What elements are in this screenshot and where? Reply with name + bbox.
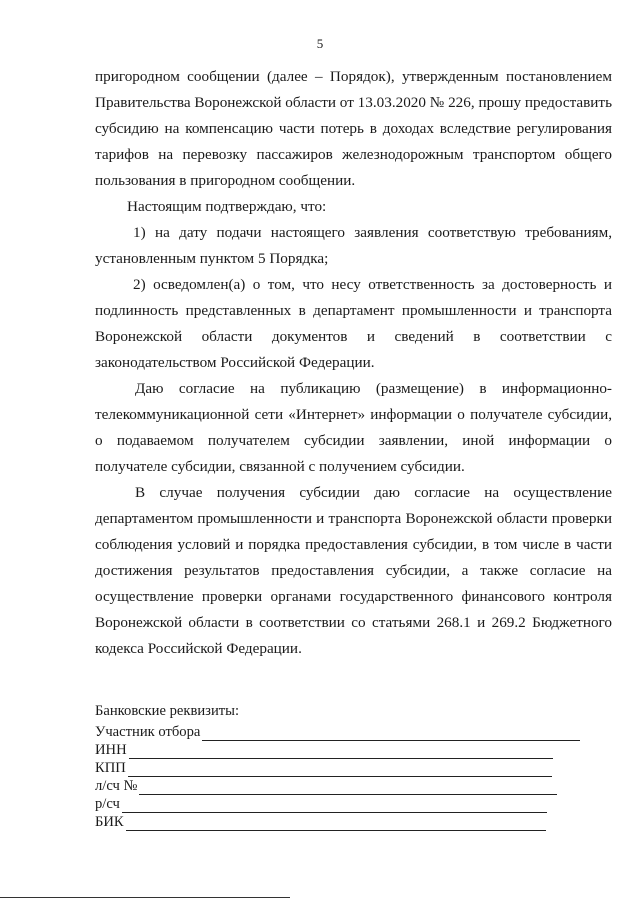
participant-label: Участник отбора xyxy=(95,724,201,740)
text-line: В случае получения субсидии даю согласие на осуществление xyxy=(135,484,612,501)
settlement-account-label: р/сч xyxy=(95,796,120,812)
kpp-blank-line[interactable] xyxy=(128,763,552,777)
text-line: Воронежской области в соответствии со статьями 268.1 и 269.2 Бюджетного xyxy=(95,614,612,631)
text-line: кодекса Российской Федерации. xyxy=(95,640,302,657)
inn-field xyxy=(95,741,595,759)
text-line: соблюдения условий и порядка предоставления субсидии, в том числе в части xyxy=(95,536,612,553)
paragraph-inspection-consent xyxy=(95,480,612,662)
text-line: достижения результатов предоставления субсидии, а также согласие на xyxy=(95,562,612,579)
bik-label: БИК xyxy=(95,814,124,830)
page-number: 5 xyxy=(316,36,324,51)
text-line: пригородном сообщении (далее – Порядок), утвержденным постановлением xyxy=(95,68,612,85)
bank-details-block xyxy=(95,702,595,831)
text-line: осуществление проверки органами государственного финансового контроля xyxy=(95,588,612,605)
text-line: 2) осведомлен(а) о том, что несу ответственность за достоверность и xyxy=(133,276,612,293)
kpp-field xyxy=(95,759,595,777)
text-line: тарифов на перевозку пассажиров железнодорожным транспортом общего xyxy=(95,146,612,163)
text-line: департаментом промышленности и транспорта Воронежской области проверки xyxy=(95,510,612,527)
participant-field xyxy=(95,723,595,741)
text-line: о подаваемом получателем субсидии заявлении, иной информации о xyxy=(95,432,612,449)
text-line: Правительства Воронежской области от 13.03.2020 № 226, прошу предоставить xyxy=(95,94,612,111)
paragraph-confirm xyxy=(95,194,612,220)
text-line: подлинность представленных в департамент промышленности и транспорта xyxy=(95,302,612,319)
bank-details-title: Банковские реквизиты: xyxy=(95,703,239,719)
text-line: установленным пунктом 5 Порядка; xyxy=(95,250,329,267)
paragraph-item-2 xyxy=(95,272,612,376)
bik-blank-line[interactable] xyxy=(126,817,546,831)
text-line: субсидию на компенсацию части потерь в доходах вследствие регулирования xyxy=(95,120,612,137)
text-line: получателе субсидии, связанной с получением субсидии. xyxy=(95,458,465,475)
text-line: законодательством Российской Федерации. xyxy=(95,354,375,371)
text-line: 1) на дату подачи настоящего заявления соответствую требованиям, xyxy=(133,224,612,241)
bik-field xyxy=(95,813,595,831)
settlement-account-field xyxy=(95,795,595,813)
inn-label: ИНН xyxy=(95,742,127,758)
personal-account-blank-line[interactable] xyxy=(139,781,557,795)
text-line: телекоммуникационной сети «Интернет» информации о получателе субсидии, xyxy=(95,406,612,423)
inn-blank-line[interactable] xyxy=(129,745,553,759)
text-line: Даю согласие на публикацию (размещение) в информационно- xyxy=(135,380,612,397)
text-line: Настоящим подтверждаю, что: xyxy=(127,198,327,215)
document-body xyxy=(95,64,612,662)
participant-blank-line[interactable] xyxy=(202,727,580,741)
paragraph-publication-consent xyxy=(95,376,612,480)
settlement-account-blank-line[interactable] xyxy=(122,799,547,813)
paragraph-request xyxy=(95,64,612,194)
personal-account-label: л/сч № xyxy=(95,778,138,794)
personal-account-field xyxy=(95,777,595,795)
text-line: пользования в пригородном сообщении. xyxy=(95,172,356,189)
text-line: Воронежской области документов и сведений в соответствии с xyxy=(95,328,612,345)
footnote-separator xyxy=(0,897,290,898)
paragraph-item-1 xyxy=(95,220,612,272)
kpp-label: КПП xyxy=(95,760,126,776)
